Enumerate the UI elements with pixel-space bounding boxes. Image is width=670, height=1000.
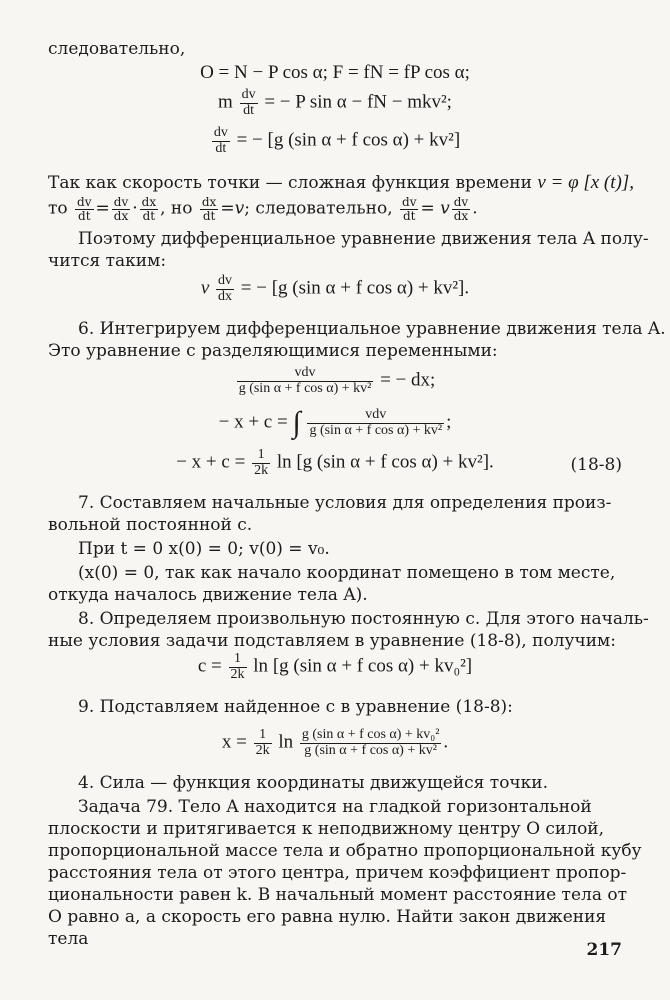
step-6-heading: 6. Интегрируем дифференциальное уравнение движения тела A. <box>78 319 666 339</box>
equation-separated: $\frac{\text{vdv}}{\text{g (sin α + f cos α) + kv²}}$ = − dx; <box>238 365 436 396</box>
equation-constant-c: c = $\frac{1}{2k}$ ln [g (sin α + f cos α) + kv₀²] <box>197 651 473 682</box>
equation-integral: − x + c = ∫ $\frac{\text{vdv}}{\text{g (sin α + f cos α) + kv²}}$ ; <box>218 406 452 440</box>
section-heading: 4. Сила — функция координаты движущейся точки. <box>78 773 549 793</box>
step-8-heading: 8. Определяем произвольную постоянную c. Для этого началь- <box>78 609 649 629</box>
text-line: вольной постоянной c. <box>48 515 253 535</box>
problem-79-line: Задача 79. Тело A находится на гладкой горизонтальной <box>78 797 592 817</box>
text-line: циональности равен k. В начальный момент расстояние тела от <box>48 885 627 905</box>
equation-number: (18-8) <box>570 455 622 475</box>
equation-differential: v $\frac{dv}{dx}$ = − [g (sin α + f cos α) + kv²]. <box>200 273 470 304</box>
equation-18-8: − x + c = $\frac{1}{2k}$ ln [g (sin α + f cos α) + kv²]. <box>176 447 494 478</box>
text-line: плоскости и притягивается к неподвижному центру O силой, <box>48 819 605 839</box>
step-7-heading: 7. Составляем начальные условия для определения произ- <box>78 493 612 513</box>
page-number: 217 <box>586 940 622 960</box>
text-line: (x(0) = 0, так как начало координат помещено в том месте, <box>78 563 616 583</box>
text-line: Это уравнение с разделяющимися переменными: <box>48 341 498 361</box>
equation-solution-x: x = $\frac{1}{2k}$ ln $\frac{\text{g (sin α + f cos α) + kv₀²}}{\text{g (sin α + f cos α) + kv²}}$ . <box>221 727 449 758</box>
text-line: следовательно, <box>48 39 186 59</box>
equation-motion: m $\frac{dv}{dt}$ = − P sin α − fN − mkv²; <box>218 87 452 118</box>
equation-acceleration: $\frac{dv}{dt}$ = − [g (sin α + f cos α) + kv²] <box>213 125 461 156</box>
fraction-dv-dt: $\frac{dv}{dt}$ <box>213 125 228 156</box>
text-line: расстояния тела от этого центра, причем коэффициент пропор- <box>48 863 627 883</box>
text-line: O равно a, а скорость его равна нулю. Найти закон движения <box>48 907 607 927</box>
text-line: Так как скорость точки — сложная функция времени v = φ [x (t)], <box>48 172 634 193</box>
text-line: чится таким: <box>48 251 167 271</box>
text-line: то $\frac{dv}{dt}$ = $\frac{dv}{dx}$ · $\frac{dx}{dt}$ , но $\frac{dx}{dt}$ =v; следовательно, $\frac{dv}{dt}$ = v $\frac{dv}{dx}$ . <box>48 195 478 223</box>
equation-forces: O = N − P cos α; F = fN = fP cos α; <box>200 62 470 83</box>
initial-conditions: При t = 0 x(0) = 0; v(0) = v₀. <box>78 539 330 559</box>
text-line: Поэтому дифференциальное уравнение движения тела A полу- <box>78 229 649 249</box>
step-9-heading: 9. Подставляем найденное c в уравнение (18-8): <box>78 697 513 717</box>
text-line: тела <box>48 929 89 949</box>
fraction-dv-dt: $\frac{dv}{dt}$ <box>241 87 256 118</box>
text-line: пропорциональной массе тела и обратно пропорциональной кубу <box>48 841 642 861</box>
text-line: ные условия задачи подставляем в уравнение (18-8), получим: <box>48 631 617 651</box>
text-line: откуда началось движение тела A). <box>48 585 368 605</box>
